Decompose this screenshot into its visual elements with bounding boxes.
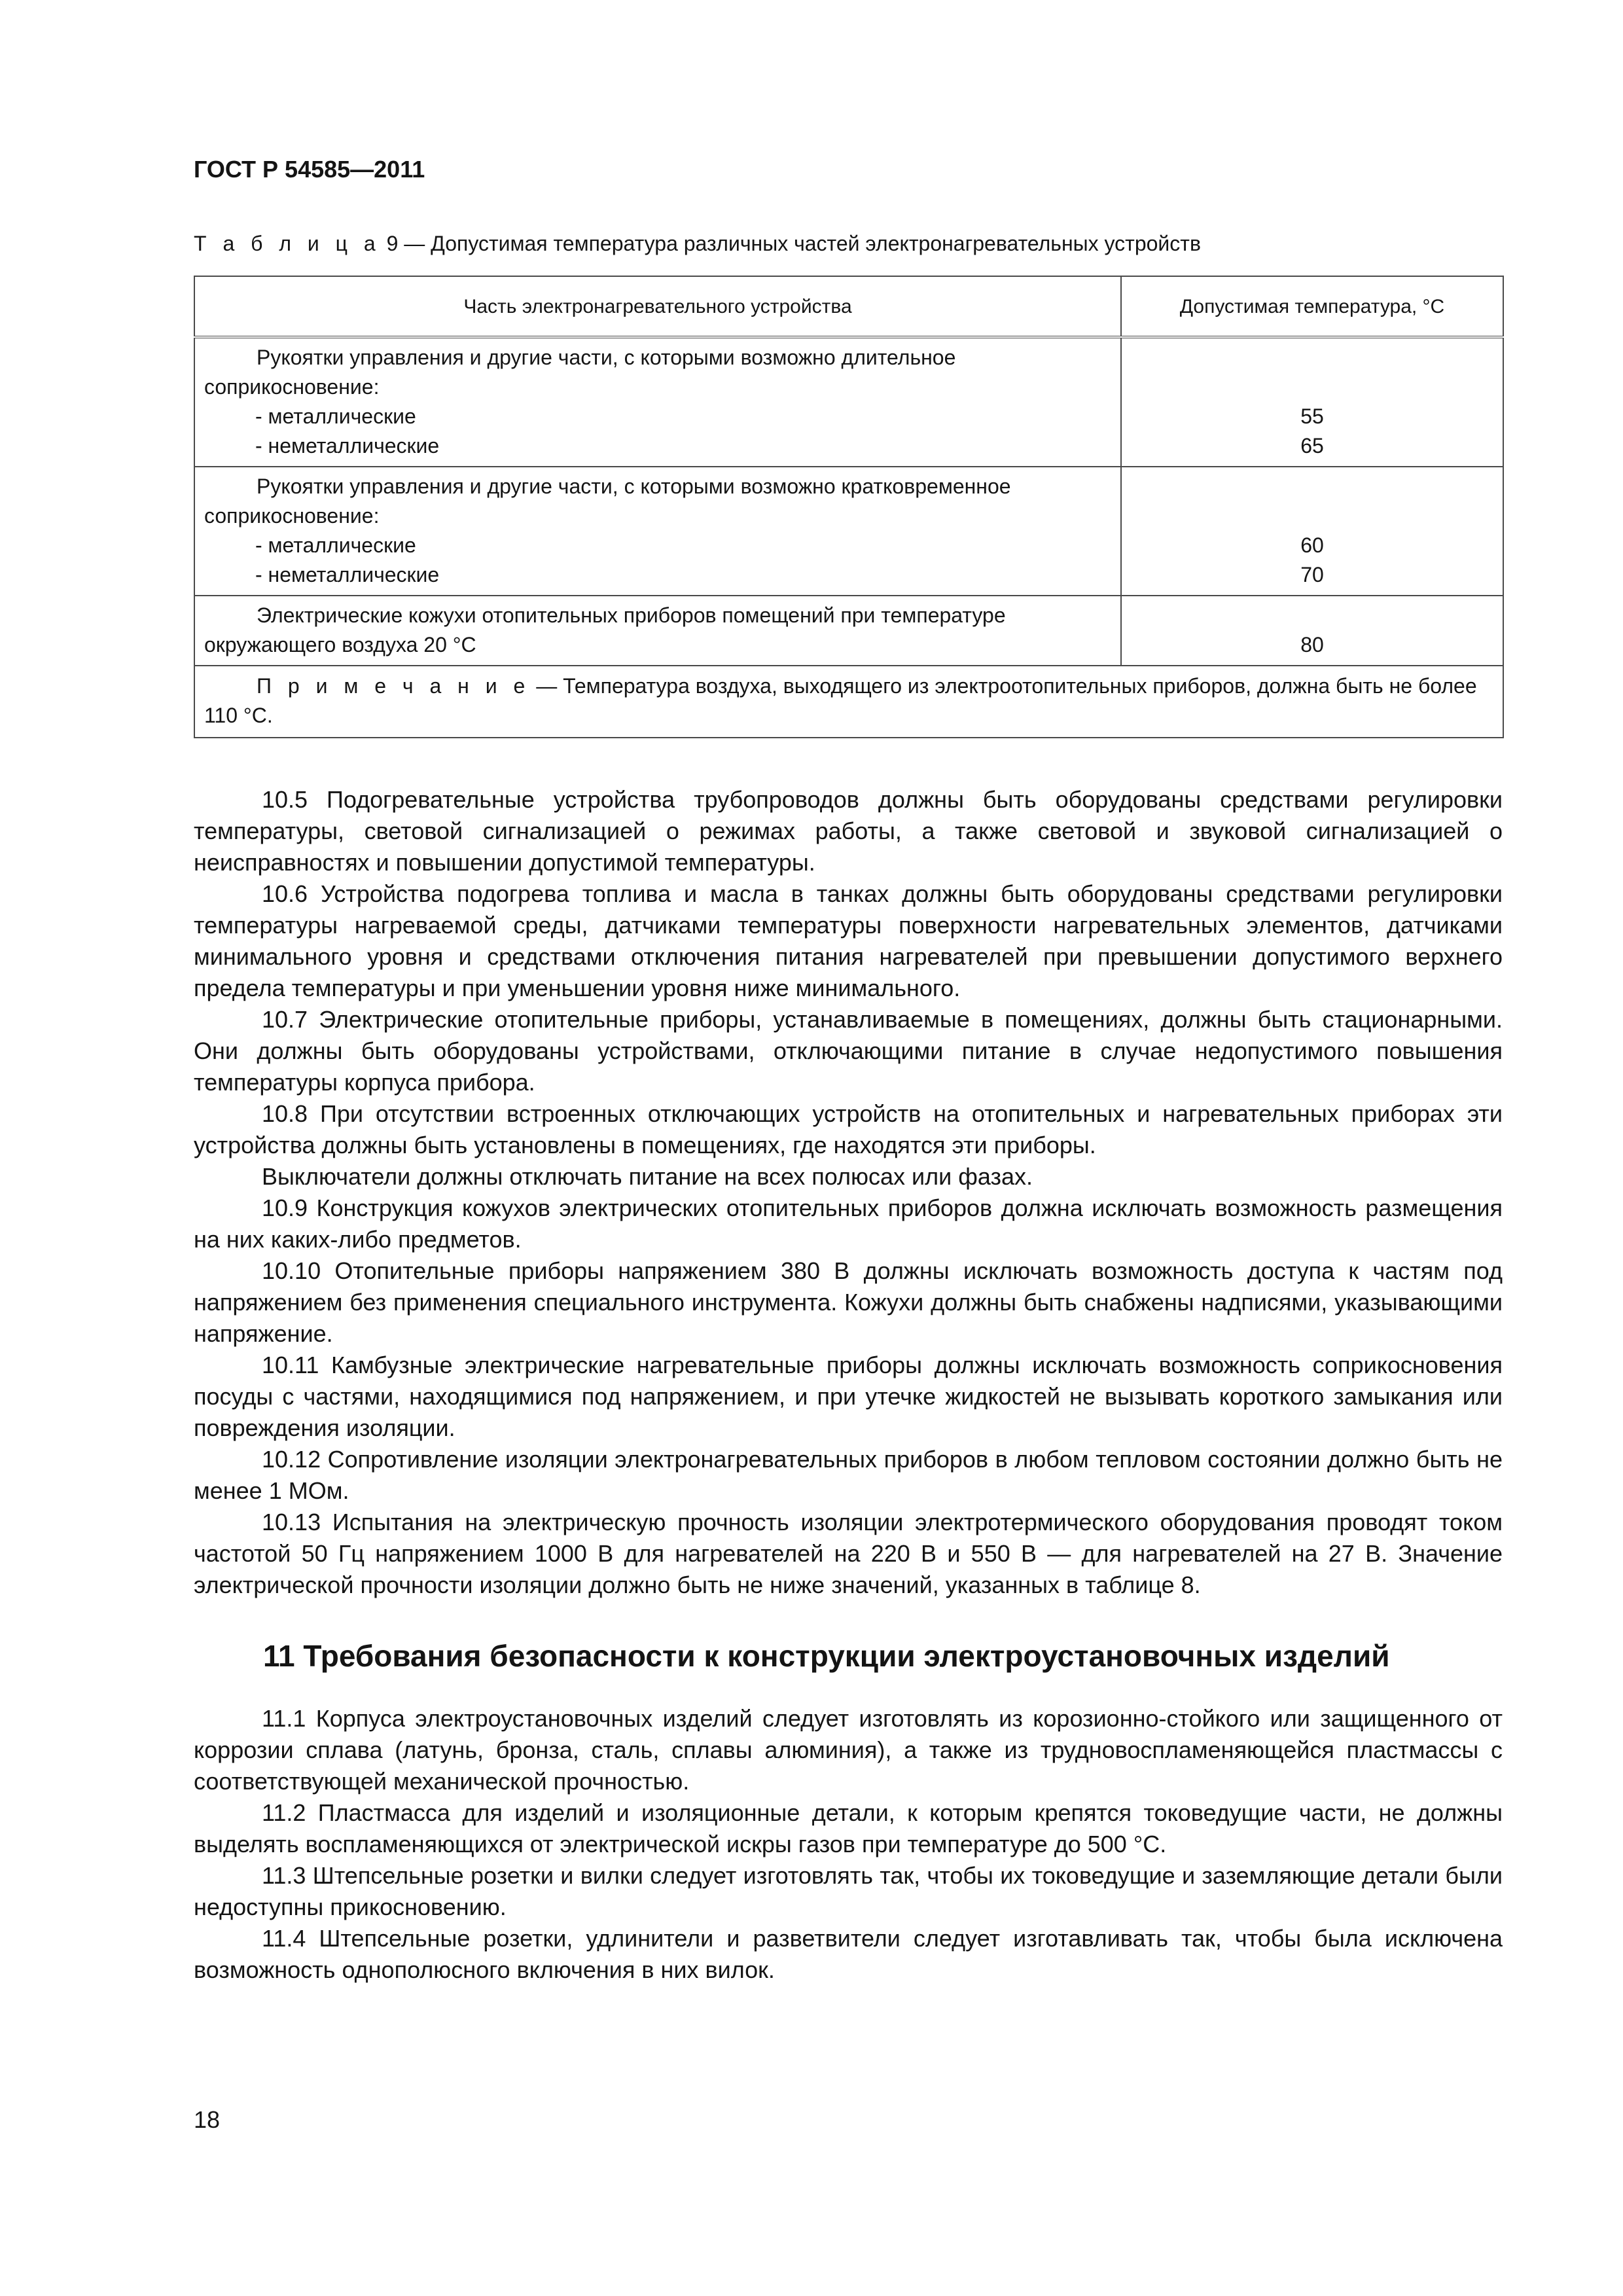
paragraph: 10.8 При отсутствии встроенных отключающих устройств на отопительных и нагревательных приборах эти устройства должны быть установлены в помещениях, где находятся эти приборы. [194,1100,1503,1158]
temperature-value [1131,601,1493,630]
paragraph: 11.4 Штепсельные розетки, удлинители и разветвители следует изготавливать так, чтобы была исключена возможность однополюсного включения в них вилок. [194,1925,1503,1983]
table-row [194,596,1503,666]
paragraph: 11.2 Пластмасса для изделий и изоляционные детали, к которым крепятся токоведущие части, не должны выделять воспламеняющихся от электрической искры газов при температуре до 500 °С. [194,1799,1503,1857]
table-header-row [194,276,1503,337]
row-description: Электрические кожухи отопительных приборов помещений при температуре окружающего воздуха 20 °С [204,603,1006,656]
table-note [194,666,1503,738]
section-heading: 11 Требования безопасности к конструкции электроустановочных изделий [263,1639,1390,1673]
temperature-table [194,276,1504,738]
temperature-value: 65 [1300,434,1324,457]
table-row [194,467,1503,596]
temperature-value [1131,501,1493,531]
table-cell-temperature [1121,467,1503,596]
temperature-value [1131,372,1493,402]
temperature-value: 60 [1300,533,1324,557]
paragraph: 10.12 Сопротивление изоляции электронагревательных приборов в любом тепловом состоянии должно быть не менее 1 МОм. [194,1446,1503,1504]
table-cell-temperature [1121,337,1503,467]
paragraph: Выключатели должны отключать питание на всех полюсах или фазах. [262,1163,1033,1190]
paragraph: 10.5 Подогревательные устройства трубопроводов должны быть оборудованы средствами регулировки температуры, световой сигнализацией о режимах работы, а также световой и звуковой сигнализацией о неисправностях и повышении допустимой температуры. [194,786,1503,876]
temperature-value [1131,343,1493,372]
paragraph: 10.7 Электрические отопительные приборы, устанавливаемые в помещениях, должны быть стационарными. Они должны быть оборудованы устройствами, отключающими питание в случае недопустимого повышения температуры корпуса прибора. [194,1006,1503,1096]
paragraph: 10.6 Устройства подогрева топлива и масла в танках должны быть оборудованы средствами регулировки температуры нагреваемой среды, датчиками температуры поверхности нагревательных элементов, датчиками минимального уровня и средствами отключения питания нагревателей при превышении допустимого верхнего предела температуры и при уменьшении уровня ниже минимального. [194,880,1503,1001]
row-subitem: - неметаллические [255,434,440,457]
row-subitem: - металлические [255,533,416,557]
table-cell-temperature [1121,596,1503,666]
table-caption [194,232,1503,256]
table-cell-part [194,467,1121,596]
paragraph: 10.13 Испытания на электрическую прочность изоляции электротермического оборудования проводят током частотой 50 Гц напряжением 1000 В для нагревателей на 220 В и 550 В — для нагревателей на 27 В. Значение электрической прочности изоляции должно быть не ниже значений, указанных в таблице 8. [194,1509,1503,1598]
body-text [194,784,1503,1986]
temperature-value: 55 [1300,404,1324,428]
column-header-temperature: Допустимая температура, °С [1121,276,1503,337]
paragraph: 10.9 Конструкция кожухов электрических отопительных приборов должна исключать возможность размещения на них каких-либо предметов. [194,1194,1503,1253]
table-row [194,337,1503,467]
paragraph: 11.1 Корпуса электроустановочных изделий следует изготовлять из корозионно-стойкого или защищенного от коррозии сплава (латунь, бронза, сталь, сплавы алюминия), а также из трудновоспламеняющейся пластмассы с соответствующей механической прочностью. [194,1705,1503,1795]
table-cell-part [194,596,1121,666]
page-number: 18 [194,2106,221,2133]
paragraph: 10.11 Камбузные электрические нагревательные приборы должны исключать возможность соприкосновения посуды с частями, находящимися под напряжением, и при утечке жидкостей не вызывать короткого замыкания или повреждения изоляции. [194,1352,1503,1441]
column-header-part: Часть электронагревательного устройства [194,276,1121,337]
document-page [194,156,1503,1986]
paragraph: 11.3 Штепсельные розетки и вилки следует изготовлять так, чтобы их токоведущие и заземляющие детали были недоступны прикосновению. [194,1862,1503,1920]
table-caption-text: 9 — Допустимая температура различных частей электронагревательных устройств [380,232,1201,255]
table-note-text: — Температура воздуха, выходящего из электроотопительных приборов, должна быть не более 110 °С. [204,674,1477,727]
temperature-value: 70 [1300,563,1324,586]
temperature-value [1131,472,1493,501]
table-note-label: П р и м е ч а н и е [257,674,531,698]
row-subitem: - неметаллические [255,563,440,586]
row-description: Рукоятки управления и другие части, с которыми возможно длительное соприкосновение: [204,346,956,399]
table-caption-label: Т а б л и ц а [194,232,381,255]
temperature-value: 80 [1300,633,1324,656]
paragraph: 10.10 Отопительные приборы напряжением 380 В должны исключать возможность доступа к частям под напряжением без применения специального инструмента. Кожухи должны быть снабжены надписями, указывающими напряжение. [194,1257,1503,1347]
row-description: Рукоятки управления и другие части, с которыми возможно кратковременное соприкосновение: [204,475,1011,528]
document-title: ГОСТ Р 54585—2011 [194,156,425,183]
row-subitem: - металлические [255,404,416,428]
table-cell-part [194,337,1121,467]
table-note-row [194,666,1503,738]
